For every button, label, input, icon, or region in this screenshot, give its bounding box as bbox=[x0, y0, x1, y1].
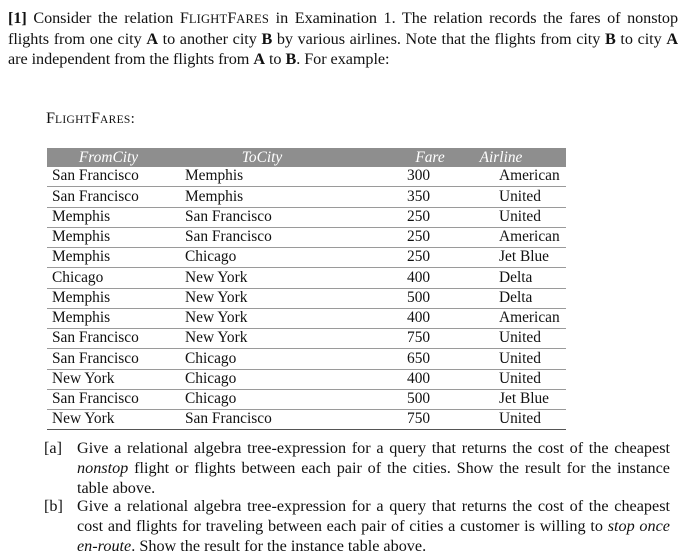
table-row bbox=[47, 410, 566, 430]
city-a-3: A bbox=[253, 49, 265, 68]
cell-from-city: San Francisco bbox=[47, 167, 180, 187]
cell-airline: United bbox=[456, 349, 566, 369]
cell-from-city: Memphis bbox=[47, 248, 180, 268]
cell-from-city: San Francisco bbox=[47, 389, 180, 409]
table-header-row bbox=[47, 148, 566, 167]
cell-airline: Jet Blue bbox=[456, 248, 566, 268]
city-b-2: B bbox=[604, 29, 616, 48]
cell-to-city: San Francisco bbox=[180, 227, 404, 247]
table-row bbox=[47, 167, 566, 187]
cell-to-city: New York bbox=[180, 288, 404, 308]
cell-fare: 750 bbox=[404, 329, 456, 349]
cell-from-city: Memphis bbox=[47, 227, 180, 247]
relation-name: FLIGHTFARES bbox=[179, 9, 270, 27]
question-b-tag: [b] bbox=[44, 497, 63, 515]
city-a: A bbox=[146, 29, 158, 48]
header-airline: Airline bbox=[456, 148, 566, 167]
table-body bbox=[47, 167, 566, 430]
intro-text-to: to another city bbox=[157, 29, 262, 48]
cell-airline: Delta bbox=[456, 268, 566, 288]
cell-airline: Delta bbox=[456, 288, 566, 308]
table-row bbox=[47, 288, 566, 308]
city-b-3: B bbox=[285, 49, 297, 68]
cell-airline: United bbox=[456, 329, 566, 349]
cell-fare: 250 bbox=[404, 248, 456, 268]
cell-to-city: Memphis bbox=[180, 167, 404, 187]
cell-from-city: San Francisco bbox=[47, 349, 180, 369]
cell-from-city: Memphis bbox=[47, 288, 180, 308]
intro-text-to3: to bbox=[264, 49, 286, 68]
intro-text-mid: in Examination 1. The relation records the fares of nonstop flights from one city bbox=[8, 9, 678, 48]
table-row bbox=[47, 369, 566, 389]
table-row bbox=[47, 187, 566, 207]
cell-fare: 250 bbox=[404, 207, 456, 227]
cell-from-city: New York bbox=[47, 369, 180, 389]
intro-text-end: . For example: bbox=[296, 49, 390, 68]
header-to-city: ToCity bbox=[180, 148, 404, 167]
cell-to-city: Chicago bbox=[180, 349, 404, 369]
intro-text-to2: to city bbox=[615, 29, 667, 48]
cell-fare: 400 bbox=[404, 308, 456, 328]
cell-to-city: San Francisco bbox=[180, 410, 404, 430]
cell-airline: United bbox=[456, 410, 566, 430]
cell-to-city: San Francisco bbox=[180, 207, 404, 227]
table-row bbox=[47, 227, 566, 247]
cell-airline: American bbox=[456, 167, 566, 187]
cell-from-city: Memphis bbox=[47, 207, 180, 227]
question-a bbox=[44, 439, 670, 498]
cell-fare: 300 bbox=[404, 167, 456, 187]
city-a-2: A bbox=[666, 29, 678, 48]
cell-to-city: New York bbox=[180, 308, 404, 328]
cell-airline: United bbox=[456, 207, 566, 227]
cell-from-city: New York bbox=[47, 410, 180, 430]
city-b: B bbox=[261, 29, 273, 48]
cell-airline: American bbox=[456, 227, 566, 247]
cell-from-city: San Francisco bbox=[47, 329, 180, 349]
table-row bbox=[47, 389, 566, 409]
problem-intro bbox=[8, 9, 678, 69]
flight-fares-table bbox=[47, 148, 566, 430]
cell-fare: 350 bbox=[404, 187, 456, 207]
cell-fare: 500 bbox=[404, 389, 456, 409]
cell-fare: 650 bbox=[404, 349, 456, 369]
question-a-tag: [a] bbox=[44, 439, 62, 457]
table-row bbox=[47, 207, 566, 227]
cell-airline: American bbox=[456, 308, 566, 328]
cell-to-city: Chicago bbox=[180, 369, 404, 389]
intro-text-mid2: by various airlines. Note that the flights from city bbox=[272, 29, 605, 48]
table-row bbox=[47, 308, 566, 328]
cell-to-city: Chicago bbox=[180, 248, 404, 268]
table-label: FLIGHTFARES: bbox=[46, 109, 135, 127]
cell-airline: United bbox=[456, 187, 566, 207]
cell-airline: United bbox=[456, 369, 566, 389]
cell-to-city: New York bbox=[180, 268, 404, 288]
cell-fare: 750 bbox=[404, 410, 456, 430]
table-row bbox=[47, 329, 566, 349]
question-b bbox=[44, 497, 670, 556]
cell-to-city: Chicago bbox=[180, 389, 404, 409]
cell-to-city: New York bbox=[180, 329, 404, 349]
cell-from-city: San Francisco bbox=[47, 187, 180, 207]
cell-from-city: Chicago bbox=[47, 268, 180, 288]
cell-fare: 250 bbox=[404, 227, 456, 247]
intro-text-mid3: are independent from the flights from bbox=[8, 49, 254, 68]
cell-to-city: Memphis bbox=[180, 187, 404, 207]
cell-fare: 400 bbox=[404, 369, 456, 389]
cell-fare: 500 bbox=[404, 288, 456, 308]
question-b-text: Give a relational algebra tree-expression for a query that returns the cost of the cheapest cost and flights for traveling between each pair of cities a customer is willing to stop once en-route. Show the result for the instance table above. bbox=[77, 497, 670, 555]
cell-airline: Jet Blue bbox=[456, 389, 566, 409]
cell-from-city: Memphis bbox=[47, 308, 180, 328]
table-row bbox=[47, 349, 566, 369]
problem-number: [1] bbox=[8, 9, 27, 27]
question-a-text: Give a relational algebra tree-expression for a query that returns the cost of the cheapest nonstop flight or flights between each pair of the cities. Show the result for the instance table above. bbox=[77, 439, 670, 497]
header-from-city: FromCity bbox=[47, 148, 180, 167]
table-row bbox=[47, 268, 566, 288]
header-fare: Fare bbox=[404, 148, 456, 167]
intro-text-start: Consider the relation bbox=[33, 9, 180, 27]
cell-fare: 400 bbox=[404, 268, 456, 288]
table-row bbox=[47, 248, 566, 268]
